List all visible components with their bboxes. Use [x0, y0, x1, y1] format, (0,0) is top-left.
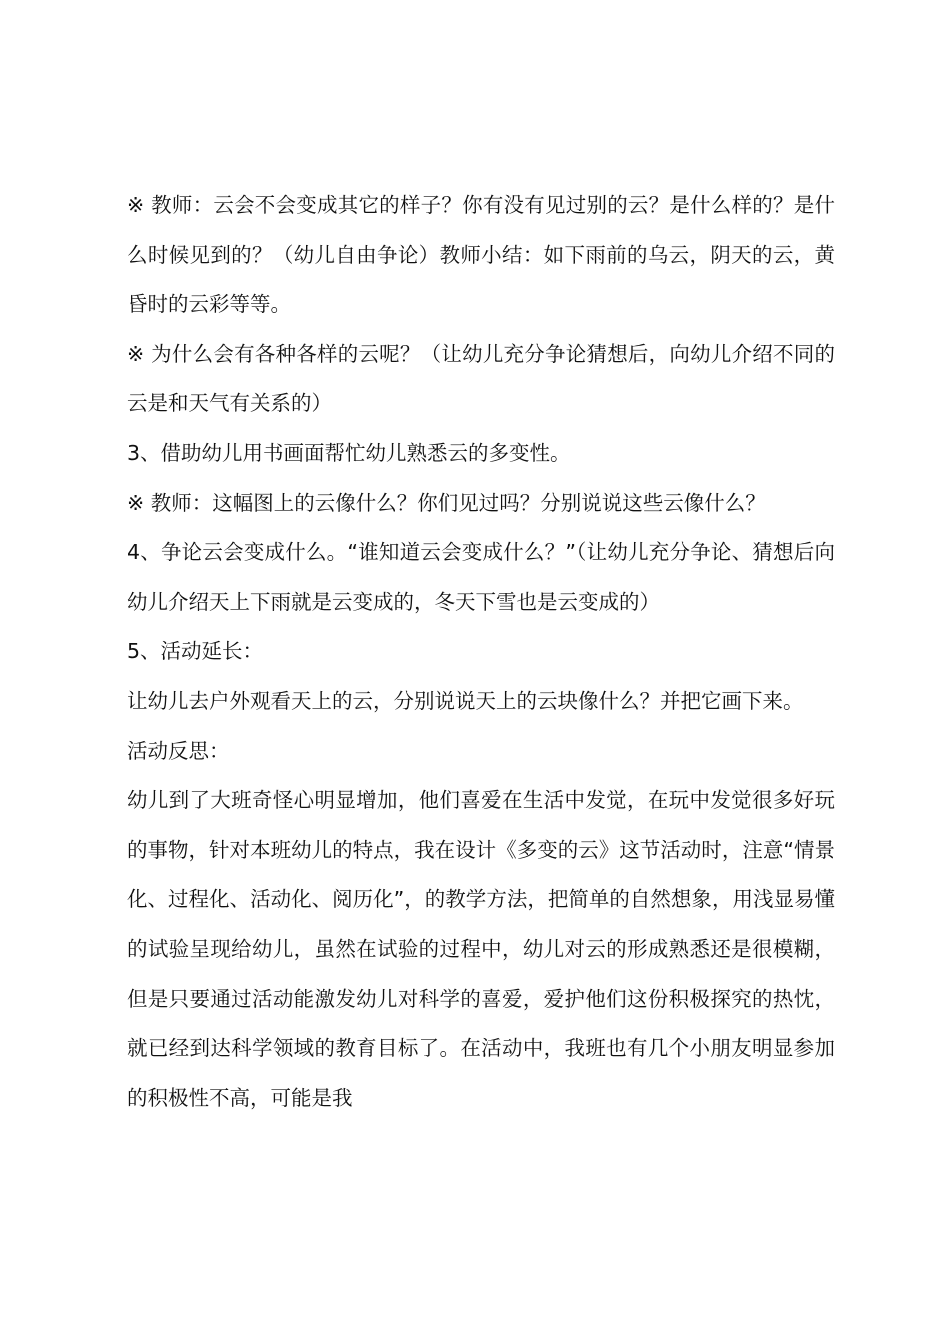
document-body — [127, 181, 835, 1123]
paragraph-why-various-clouds: ※ 为什么会有各种各样的云呢？（让幼儿充分争论猜想后，向幼儿介绍不同的云是和天气有关系的） — [127, 341, 835, 416]
paragraph-step-5-heading: 5、活动延长： — [127, 639, 264, 664]
paragraph-outdoor-observation: 让幼儿去户外观看天上的云，分别说说天上的云块像什么？并把它画下来。 — [127, 688, 804, 713]
paragraph-teacher-question-cloud-shapes: ※ 教师：云会不会变成其它的样子？你有没有见过别的云？是什么样的？是什么时候见到的？（幼儿自由争论）教师小结：如下雨前的乌云，阴天的云，黄昏时的云彩等等。 — [127, 193, 835, 317]
paragraph-teacher-picture-question: ※ 教师：这幅图上的云像什么？你们见过吗？分别说说这些云像什么？ — [127, 490, 766, 515]
paragraph-reflection-body: 幼儿到了大班奇怪心明显增加，他们喜爱在生活中发觉，在玩中发觉很多好玩的事物，针对本班幼儿的特点，我在设计《多变的云》这节活动时，注意“情景化、过程化、活动化、阅历化”，的教学方法，把简单的自然想象，用浅显易懂的试验呈现给幼儿，虽然在试验的过程中，幼儿对云的形成熟悉还是很模糊，但是只要通过活动能激发幼儿对科学的喜爱，爱护他们这份积极探究的热忱，就已经到达科学领域的教育目标了。在活动中，我班也有几个小朋友明显参加的积极性不高，可能是我 — [127, 788, 835, 1110]
paragraph-step-3: 3、借助幼儿用书画面帮忙幼儿熟悉云的多变性。 — [127, 440, 571, 465]
paragraph-step-4: 4、争论云会变成什么。“谁知道云会变成什么？”（让幼儿充分争论、猜想后向幼儿介绍天上下雨就是云变成的，冬天下雪也是云变成的） — [127, 540, 835, 614]
paragraph-reflection-heading: 活动反思： — [127, 738, 230, 763]
